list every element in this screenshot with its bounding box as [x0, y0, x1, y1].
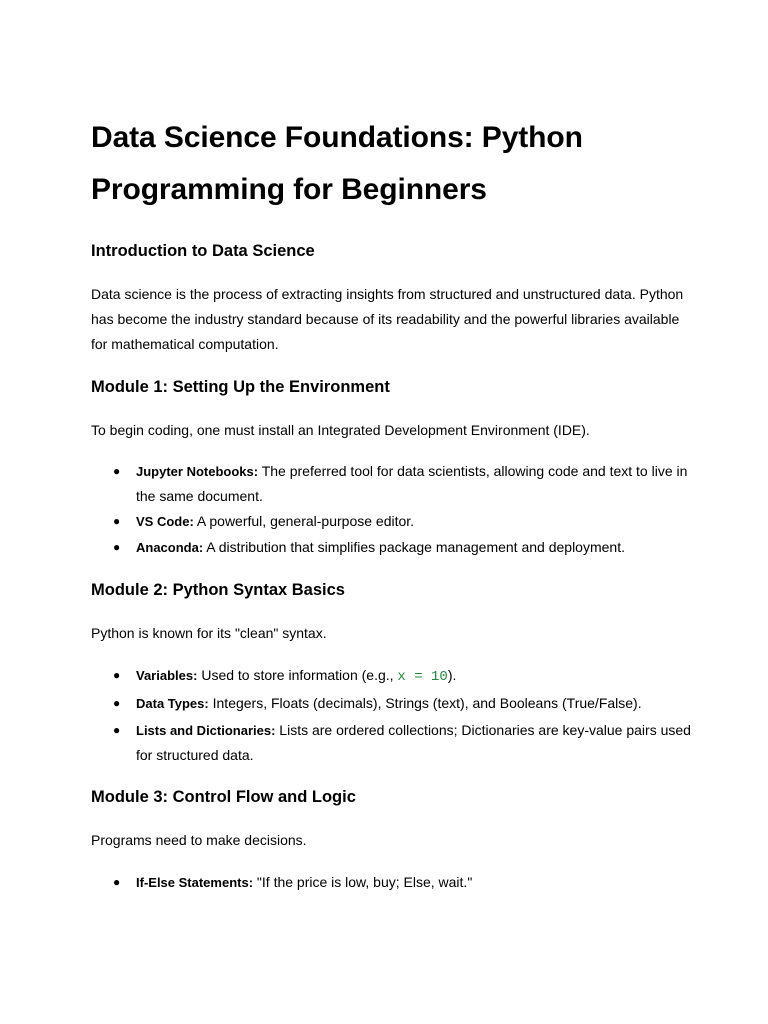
list-item-text: The preferred tool for data scientists, allowing code and text to live in the same document. — [136, 463, 688, 504]
section-body-intro: Data science is the process of extracting insights from structured and unstructured data. Python has become the industry standard because of its readability and the powerful libraries available for mathematical computation. — [91, 286, 684, 352]
list-item-term: If-Else Statements: — [136, 875, 254, 890]
bullet-list-module-1 — [91, 459, 691, 560]
list-item-text: Used to store information (e.g., — [197, 667, 398, 683]
bullet-icon: ● — [113, 514, 121, 528]
section-body-module-2: Python is known for its "clean" syntax. — [91, 625, 327, 641]
section-body-module-3: Programs need to make decisions. — [91, 832, 307, 848]
list-item — [91, 535, 691, 560]
bullet-icon: ● — [113, 875, 121, 889]
list-item-term: Anaconda: — [136, 540, 204, 555]
list-item-term: Jupyter Notebooks: — [136, 464, 259, 479]
list-item-term: Data Types: — [136, 696, 209, 711]
inline-code: x = 10 — [397, 669, 448, 685]
list-item-term: Lists and Dictionaries: — [136, 723, 276, 738]
bullet-icon: ● — [113, 464, 121, 478]
list-item-text: "If the price is low, buy; Else, wait." — [253, 874, 473, 890]
section-heading-module-2: Module 2: Python Syntax Basics — [91, 581, 345, 599]
list-item — [91, 663, 691, 689]
bullet-icon: ● — [113, 723, 121, 737]
bullet-list-module-3 — [91, 870, 691, 895]
bullet-icon: ● — [113, 540, 121, 554]
document-page — [91, 112, 691, 895]
section-heading-module-3: Module 3: Control Flow and Logic — [91, 788, 356, 806]
list-item-text: A distribution that simplifies package management and deployment. — [203, 539, 625, 555]
list-item-term: Variables: — [136, 668, 198, 683]
bullet-icon: ● — [113, 668, 121, 682]
list-item — [91, 870, 691, 895]
section-body-module-1: To begin coding, one must install an Integrated Development Environment (IDE). — [91, 422, 590, 438]
list-item-text: A powerful, general-purpose editor. — [193, 513, 415, 529]
list-item-text: Integers, Floats (decimals), Strings (text), and Booleans (True/False). — [208, 695, 642, 711]
list-item-text: ). — [447, 667, 457, 683]
list-item-text: Lists are ordered collections; Dictionaries are key-value pairs used for structured data. — [136, 722, 691, 763]
bullet-icon: ● — [113, 696, 121, 710]
document-title: Data Science Foundations: Python Programming for Beginners — [91, 121, 583, 206]
section-heading-module-1: Module 1: Setting Up the Environment — [91, 378, 390, 396]
list-item — [91, 509, 691, 534]
list-item-term: VS Code: — [136, 514, 194, 529]
list-item — [91, 718, 691, 767]
list-item — [91, 459, 691, 508]
list-item — [91, 691, 691, 716]
bullet-list-module-2 — [91, 663, 691, 767]
section-heading-intro: Introduction to Data Science — [91, 242, 315, 260]
